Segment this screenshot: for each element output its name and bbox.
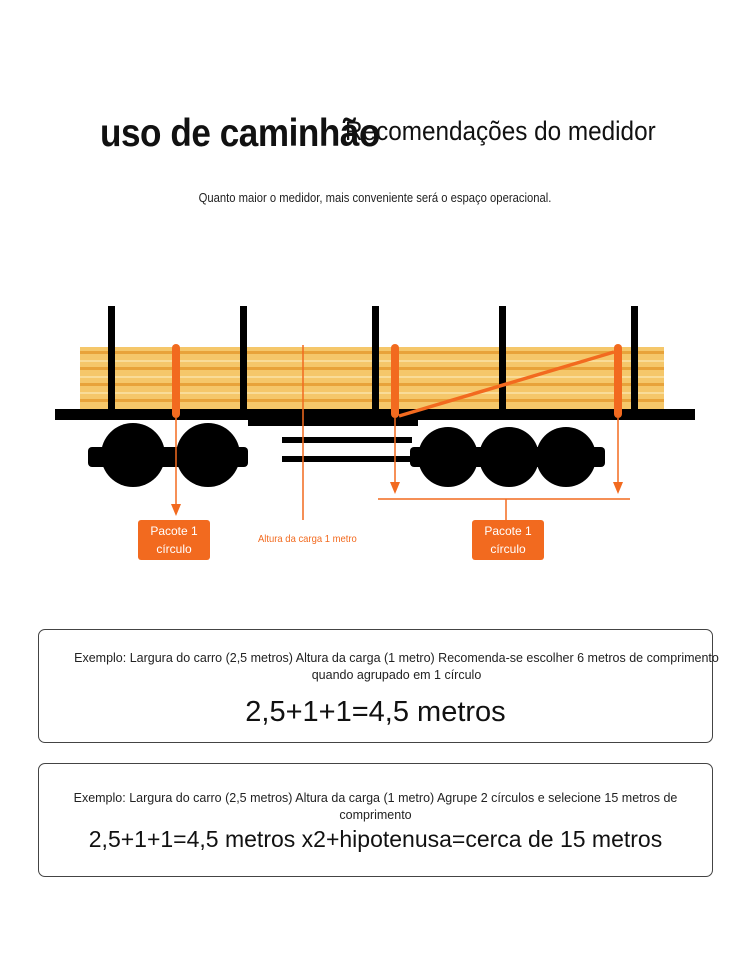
truck-diagram [0,290,750,580]
description: Quanto maior o medidor, mais conveniente será o espaço operacional. [198,191,552,205]
package-tag-left: Pacote 1 círculo [138,520,210,560]
example-formula: 2,5+1+1=4,5 metros x2+hipotenusa=cerca de 15 metros [88,826,663,852]
load-height-label: Altura da carga 1 metro [258,533,357,545]
package-tag-right: Pacote 1 círculo [472,520,544,560]
example-text: Exemplo: Largura do carro (2,5 metros) Altura da carga (1 metro) Agrupe 2 círculos e selecione 15 metros de comprimento [73,791,678,822]
example-formula: 2,5+1+1=4,5 metros [245,696,506,728]
example-box-2 [38,763,713,877]
example-text: Exemplo: Largura do carro (2,5 metros) Altura da carga (1 metro) Recomenda-se escolher 6 metros de comprimento quando agrupado em 1 círculo [74,651,719,682]
page-title: uso de caminhão [100,112,380,155]
page-subtitle: Recomendações do medidor [345,116,656,146]
example-box-1 [38,629,719,743]
